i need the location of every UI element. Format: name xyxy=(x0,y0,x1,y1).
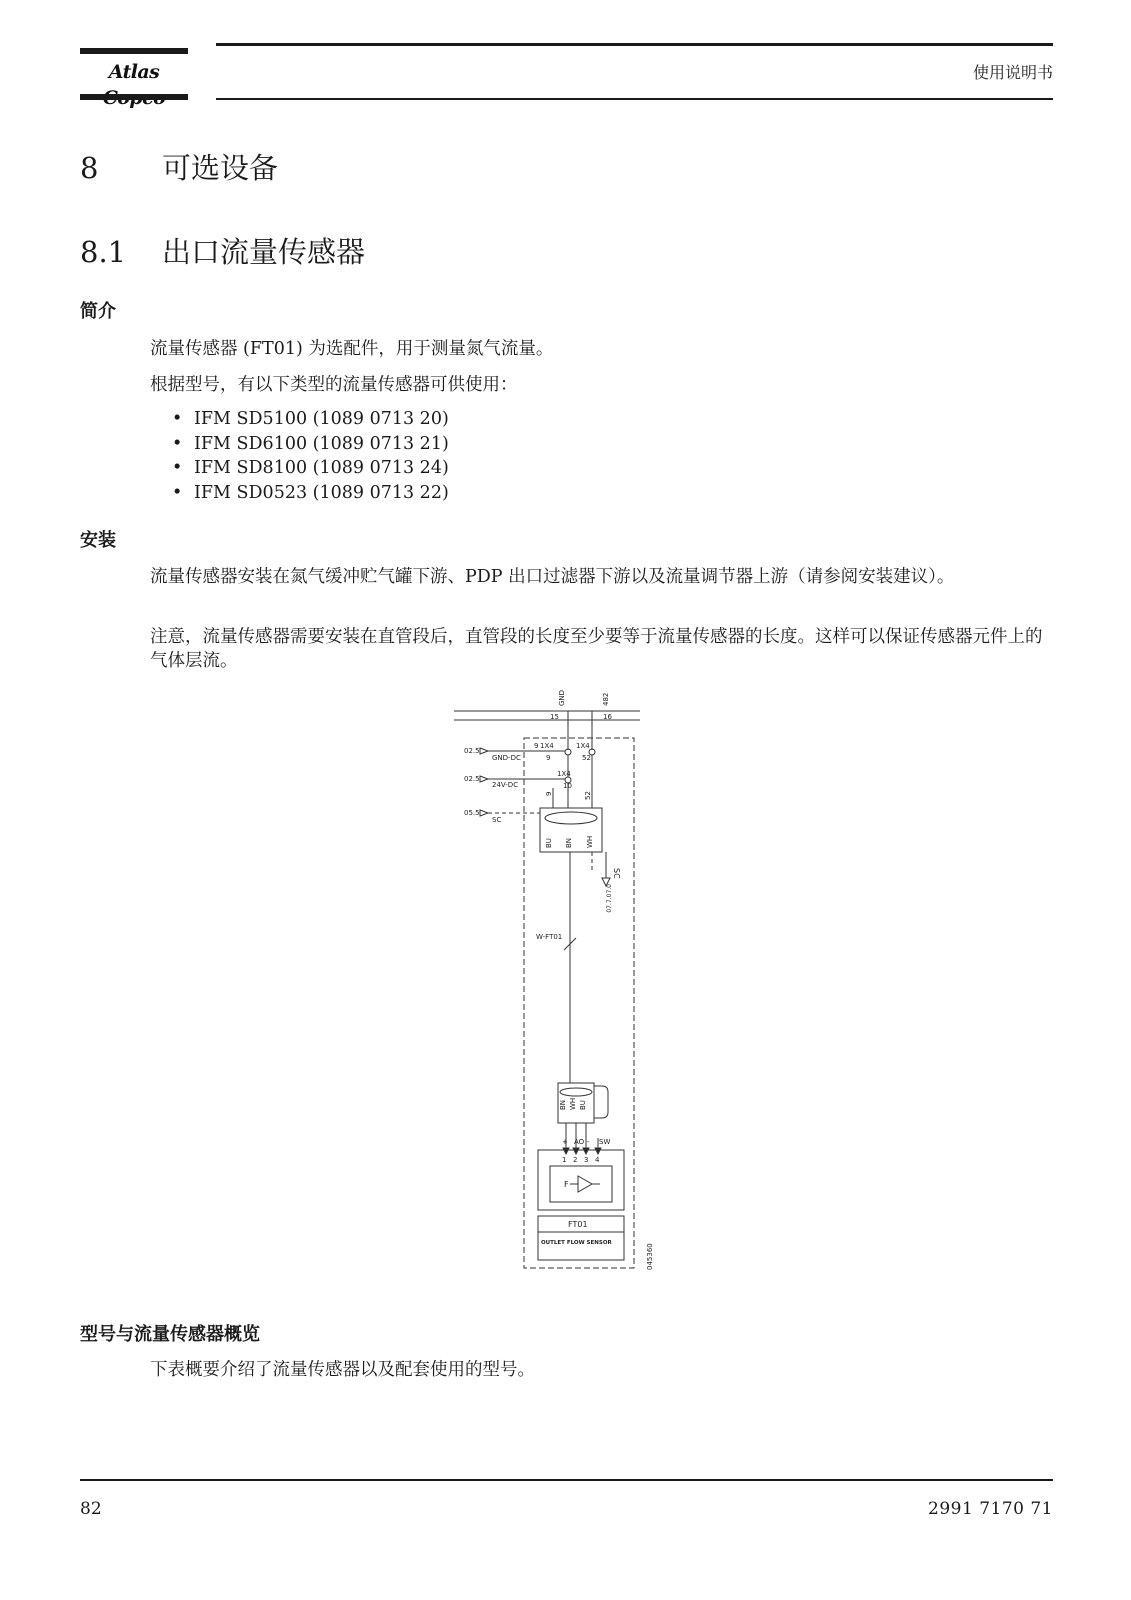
diagram-pin-4: 4 xyxy=(595,1156,600,1164)
overview-paragraph: 下表概要介绍了流量传感器以及配套使用的型号。 xyxy=(150,1360,535,1380)
logo-bar-bottom xyxy=(80,94,188,100)
header-rule-top xyxy=(216,43,1053,46)
diagram-pin-3: 3 xyxy=(584,1156,589,1164)
diagram-pin-52v: 52 xyxy=(584,791,592,800)
document-number: 2991 7170 71 xyxy=(928,1499,1053,1519)
page-number: 82 xyxy=(80,1499,102,1519)
diagram-label-15: 15 xyxy=(550,713,559,721)
diagram-signal-sc: SC xyxy=(492,816,502,824)
intro-paragraph-2: 根据型号，有以下类型的流量传感器可供使用： xyxy=(150,375,518,395)
chapter-number: 8 xyxy=(80,151,99,185)
diagram-wire-wh: WH xyxy=(586,835,594,848)
atlas-copco-logo xyxy=(80,48,188,100)
diagram-tag: FT01 xyxy=(568,1220,588,1229)
diagram-pin-plus: + xyxy=(562,1138,568,1146)
diagram-cable-label: W-FT01 xyxy=(536,933,563,941)
intro-heading: 简介 xyxy=(80,301,116,322)
diagram-bottom-bu: BU xyxy=(579,1100,587,1110)
chapter-title: 可选设备 xyxy=(162,151,279,185)
chapter-heading xyxy=(80,148,278,188)
diagram-pin-1: 1 xyxy=(562,1156,567,1164)
diagram-sc-ref: 07.7.07.0 xyxy=(606,884,613,913)
intro-paragraph-1: 流量传感器 (FT01) 为选配件，用于测量氮气流量。 xyxy=(150,339,554,359)
footer-rule xyxy=(80,1479,1053,1481)
diagram-ref-2: 02.5 xyxy=(464,775,480,783)
list-item: • IFM SD6100 (1089 0713 21) xyxy=(172,432,449,457)
diagram-terminal-1x4-c: 1X4 xyxy=(557,770,571,778)
diagram-pin-minus: - xyxy=(587,1138,590,1146)
diagram-terminal-1x4-b: 1X4 xyxy=(576,742,590,750)
install-paragraph-1: 流量传感器安装在氮气缓冲贮气罐下游、PDP 出口过滤器下游以及流量调节器上游（请参阅安装建议）。 xyxy=(150,567,955,587)
section-heading xyxy=(80,232,365,272)
diagram-terminal-1x4-a: 1X4 xyxy=(540,742,554,750)
diagram-pin-2: 2 xyxy=(573,1156,578,1164)
install-paragraph-2: 注意，流量传感器需要安装在直管段后，直管段的长度至少要等于流量传感器的长度。这样可以保证传感器元件上的气体层流。 xyxy=(150,627,1043,671)
logo-wordmark: Atlas xyxy=(108,61,160,83)
wiring-diagram-svg xyxy=(440,688,680,1288)
diagram-signal-gnd: GND-DC xyxy=(492,754,521,762)
header-rule-bottom xyxy=(216,98,1053,100)
diagram-drawing-number: 045360 xyxy=(646,1243,654,1270)
document-type: 使用说明书 xyxy=(972,63,1053,82)
diagram-pin-9a: 9 xyxy=(534,742,539,750)
diagram-pin-52a: 52 xyxy=(582,754,591,762)
diagram-pin-9b: 9 xyxy=(546,754,551,762)
diagram-bottom-bn: BN xyxy=(559,1099,567,1110)
diagram-sc-out: SC xyxy=(612,868,621,879)
diagram-bottom-wh: WH xyxy=(569,1097,577,1110)
list-item: • IFM SD0523 (1089 0713 22) xyxy=(172,481,449,506)
overview-heading: 型号与流量传感器概览 xyxy=(80,1324,260,1345)
diagram-label-gnd: GND xyxy=(558,689,566,706)
diagram-wire-bu: BU xyxy=(545,838,553,848)
diagram-wire-bn: BN xyxy=(565,837,573,848)
wiring-diagram xyxy=(440,688,680,1288)
diagram-ref-3: 05.5 xyxy=(464,809,480,817)
diagram-ref-1: 02.5 xyxy=(464,747,480,755)
diagram-pin-9v: 9 xyxy=(545,791,553,796)
diagram-label-16: 16 xyxy=(603,713,612,721)
diagram-pin-ao: AO xyxy=(574,1138,585,1146)
diagram-label-482: 482 xyxy=(602,692,610,706)
diagram-tag-description: OUTLET FLOW SENSOR xyxy=(541,1240,612,1246)
list-item: • IFM SD5100 (1089 0713 20) xyxy=(172,407,449,432)
section-number: 8.1 xyxy=(80,235,127,269)
section-title: 出口流量传感器 xyxy=(162,235,366,269)
sensor-list xyxy=(172,407,449,505)
diagram-pin-10: 10 xyxy=(563,782,572,790)
diagram-signal-24v: 24V-DC xyxy=(492,781,519,789)
logo-bar-top xyxy=(80,48,188,54)
install-heading: 安装 xyxy=(80,530,116,551)
diagram-sensor-symbol: F xyxy=(564,1180,569,1189)
list-item: • IFM SD8100 (1089 0713 24) xyxy=(172,456,449,481)
diagram-pin-sw: SW xyxy=(599,1138,611,1146)
